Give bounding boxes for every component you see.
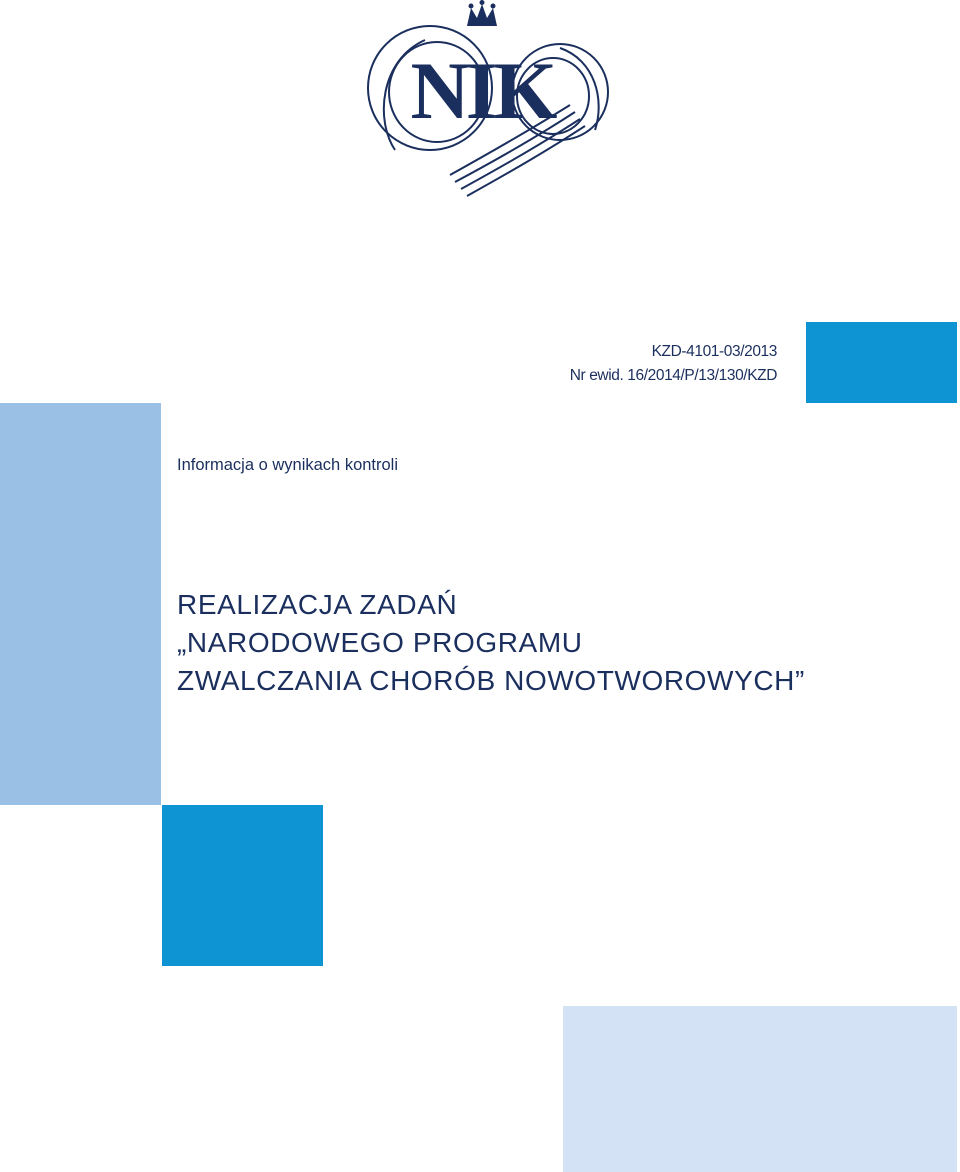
evidence-number: Nr ewid. 16/2014/P/13/130/KZD [569,367,777,384]
title-line-2: „NARODOWEGO PROGRAMU [177,627,583,658]
decor-block-bottom-right [563,1006,957,1172]
title-line-3: ZWALCZANIA CHORÓB NOWOTWOROWYCH” [177,665,805,696]
document-type: Informacja o wynikach kontroli [177,456,399,474]
document-title [177,586,805,700]
decor-block-left [0,403,161,805]
title-line-1: REALIZACJA ZADAŃ [177,589,458,620]
nik-logo [355,0,610,200]
nik-crest-logo-icon [355,0,610,200]
decor-block-middle [162,805,323,966]
nik-monogram: NIK [410,45,554,136]
decor-block-top-right [806,322,957,403]
reference-code: KZD-4101-03/2013 [651,343,777,360]
